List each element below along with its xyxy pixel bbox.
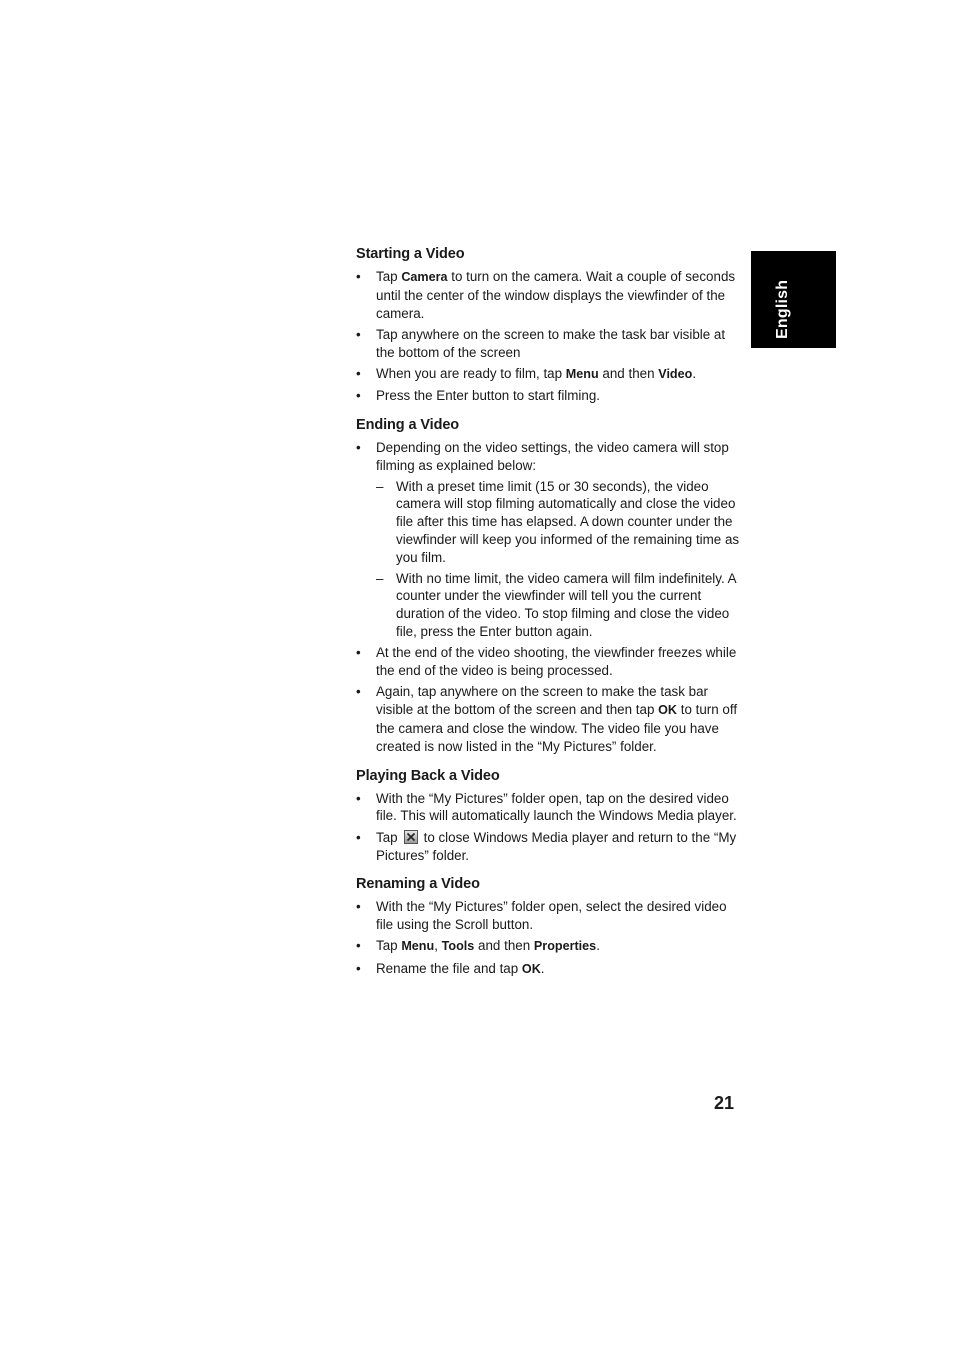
ui-term-properties: Properties [533,939,597,954]
close-icon [404,830,418,844]
section-playing-video [356,766,740,865]
list-item: • At the end of the video shooting, the viewfinder freezes while the end of the video is being processed. [356,644,740,680]
list-item: • Again, tap anywhere on the screen to make the task bar visible at the bottom of the screen and then tap OK to turn off the camera and close the window. The video file you have created is now listed in the “My Pictures” folder. [356,683,740,755]
list-item: • Tap Menu, Tools and then Properties. [356,937,740,956]
ui-term-video: Video [658,366,693,381]
list-item: • Press the Enter button to start filming. [356,387,740,405]
heading-playing-video: Playing Back a Video [356,767,500,784]
page-number: 21 [713,1093,734,1113]
section-starting-video [356,244,740,405]
page-content [356,244,740,989]
language-tab-label: English [774,279,791,339]
playing-video-list [356,790,740,865]
ending-video-sublist [376,478,740,641]
heading-starting-video: Starting a Video [356,246,465,262]
list-item: • Depending on the video settings, the video camera will stop filming as explained below: – With a preset time limit (15 or 30 seconds), the video camera will stop filming automatically and close the video file after this time has elapsed. A down counter under the viewfinder will keep you informed of the remaining time as you film. – With no time limit, the video camera will film indefinitely. A counter under the viewfinder will tell you the current duration of the video. To stop filming and close the video file, press the Enter button again. [356,439,740,641]
section-ending-video [356,415,740,756]
list-item: • Tap Camera to turn on the camera. Wait a couple of seconds until the center of the window displays the viewfinder of the camera. [356,268,740,322]
heading-renaming-video: Renaming a Video [356,876,480,893]
list-item: • Tap anywhere on the screen to make the task bar visible at the bottom of the screen [356,326,740,362]
ui-term-menu: Menu [401,939,435,954]
list-item: • Rename the file and tap OK. [356,960,740,979]
ui-term-tools: Tools [441,939,475,954]
ui-term-menu: Menu [565,366,599,381]
ui-term-ok: OK [521,961,541,976]
list-item: • With the “My Pictures” folder open, tap on the desired video file. This will automatically launch the Windows Media player. [356,790,740,826]
sub-list-item: – With no time limit, the video camera will film indefinitely. A counter under the viewfinder will tell you the current duration of the video. To stop filming and close the video file, press the Enter button again. [376,570,740,641]
renaming-video-list [356,898,740,978]
list-item: • When you are ready to film, tap Menu and then Video. [356,365,740,384]
ui-term-ok: OK [658,703,678,718]
sub-list-item: – With a preset time limit (15 or 30 seconds), the video camera will stop filming automatically and close the video file after this time has elapsed. A down counter under the viewfinder will keep you informed of the remaining time as you film. [376,478,740,567]
list-item: • With the “My Pictures” folder open, select the desired video file using the Scroll button. [356,898,740,934]
language-tab [751,251,836,348]
ui-term-camera: Camera [401,270,448,284]
section-renaming-video [356,874,740,978]
ending-video-list [356,439,740,756]
starting-video-list [356,268,740,405]
heading-ending-video: Ending a Video [356,417,460,434]
list-item: • Tap to close Windows Media player and return to the “My Pictures” folder. [356,829,740,865]
